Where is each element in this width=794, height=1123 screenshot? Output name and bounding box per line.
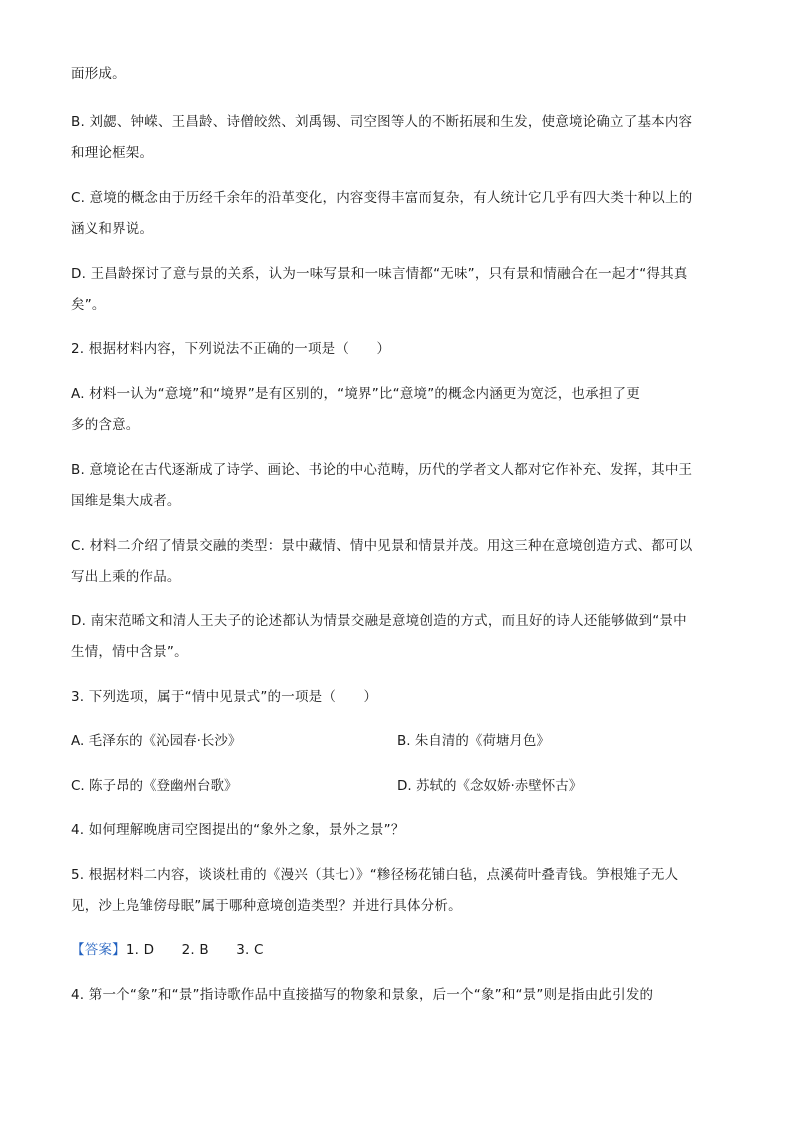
answer-values: 1. D 2. B 3. C bbox=[125, 942, 264, 958]
text-line: 多的含意。 bbox=[71, 417, 140, 433]
text-line: 面形成。 bbox=[71, 66, 126, 82]
text-line: D. 王昌龄探讨了意与景的关系，认为一味写景和一味言情都“无味”，只有景和情融合在一起才“得其真 bbox=[71, 266, 688, 282]
text-line: 生情，情中含景”。 bbox=[71, 644, 188, 660]
question-4: 4. 如何理解晚唐司空图提出的“象外之象，景外之景”？ bbox=[71, 822, 405, 838]
text-line: 国维是集大成者。 bbox=[71, 493, 181, 509]
question-5-continued: 见，沙上凫雏傍母眠”属于哪种意境创造类型？并进行具体分析。 bbox=[71, 898, 462, 914]
text-line: A. 材料一认为“意境”和“境界”是有区别的，“境界”比“意境”的概念内涵更为宽泛，也承担了更 bbox=[71, 386, 640, 402]
text-line: 和理论框架。 bbox=[71, 145, 154, 161]
option-a: A. 毛泽东的《沁园春·长沙》 bbox=[71, 733, 242, 749]
answer-label: 【答案】 bbox=[71, 942, 126, 958]
option-b: B. 朱自清的《荷塘月色》 bbox=[397, 733, 550, 749]
text-line: D. 南宋范晞文和清人王夫子的论述都认为情景交融是意境创造的方式，而且好的诗人还能够做到“景中 bbox=[71, 613, 687, 629]
text-line: C. 意境的概念由于历经千余年的沿革变化，内容变得丰富而复杂，有人统计它几乎有四大类十种以上的 bbox=[71, 190, 693, 206]
option-d: D. 苏轼的《念奴娇·赤壁怀古》 bbox=[397, 778, 583, 794]
text-line: 4. 第一个“象”和“景”指诗歌作品中直接描写的物象和景象，后一个“象”和“景”则是指由此引发的 bbox=[71, 987, 654, 1003]
text-line: B. 意境论在古代逐渐成了诗学、画论、书论的中心范畴，历代的学者文人都对它作补充、发挥，其中王 bbox=[71, 462, 693, 478]
text-line: B. 刘勰、钟嵘、王昌龄、诗僧皎然、刘禹锡、司空图等人的不断拓展和生发，使意境论确立了基本内容 bbox=[71, 114, 693, 130]
text-line: 写出上乘的作品。 bbox=[71, 569, 181, 585]
question-5: 5. 根据材料二内容，谈谈杜甫的《漫兴（其七）》“糁径杨花铺白毡，点溪荷叶叠青钱。笋根雉子无人 bbox=[71, 867, 679, 883]
question-3: 3. 下列选项，属于“情中见景式”的一项是（ ） bbox=[71, 689, 378, 705]
answer-line bbox=[71, 940, 731, 960]
text-line: C. 材料二介绍了情景交融的类型：景中藏情、情中见景和情景并茂。用这三种在意境创造方式、都可以 bbox=[71, 538, 693, 554]
text-line: 矣”。 bbox=[71, 297, 106, 313]
text-line: 涵义和界说。 bbox=[71, 221, 154, 237]
question-2: 2. 根据材料内容，下列说法不正确的一项是（ ） bbox=[71, 341, 391, 357]
option-c: C. 陈子昂的《登幽州台歌》 bbox=[71, 778, 238, 794]
